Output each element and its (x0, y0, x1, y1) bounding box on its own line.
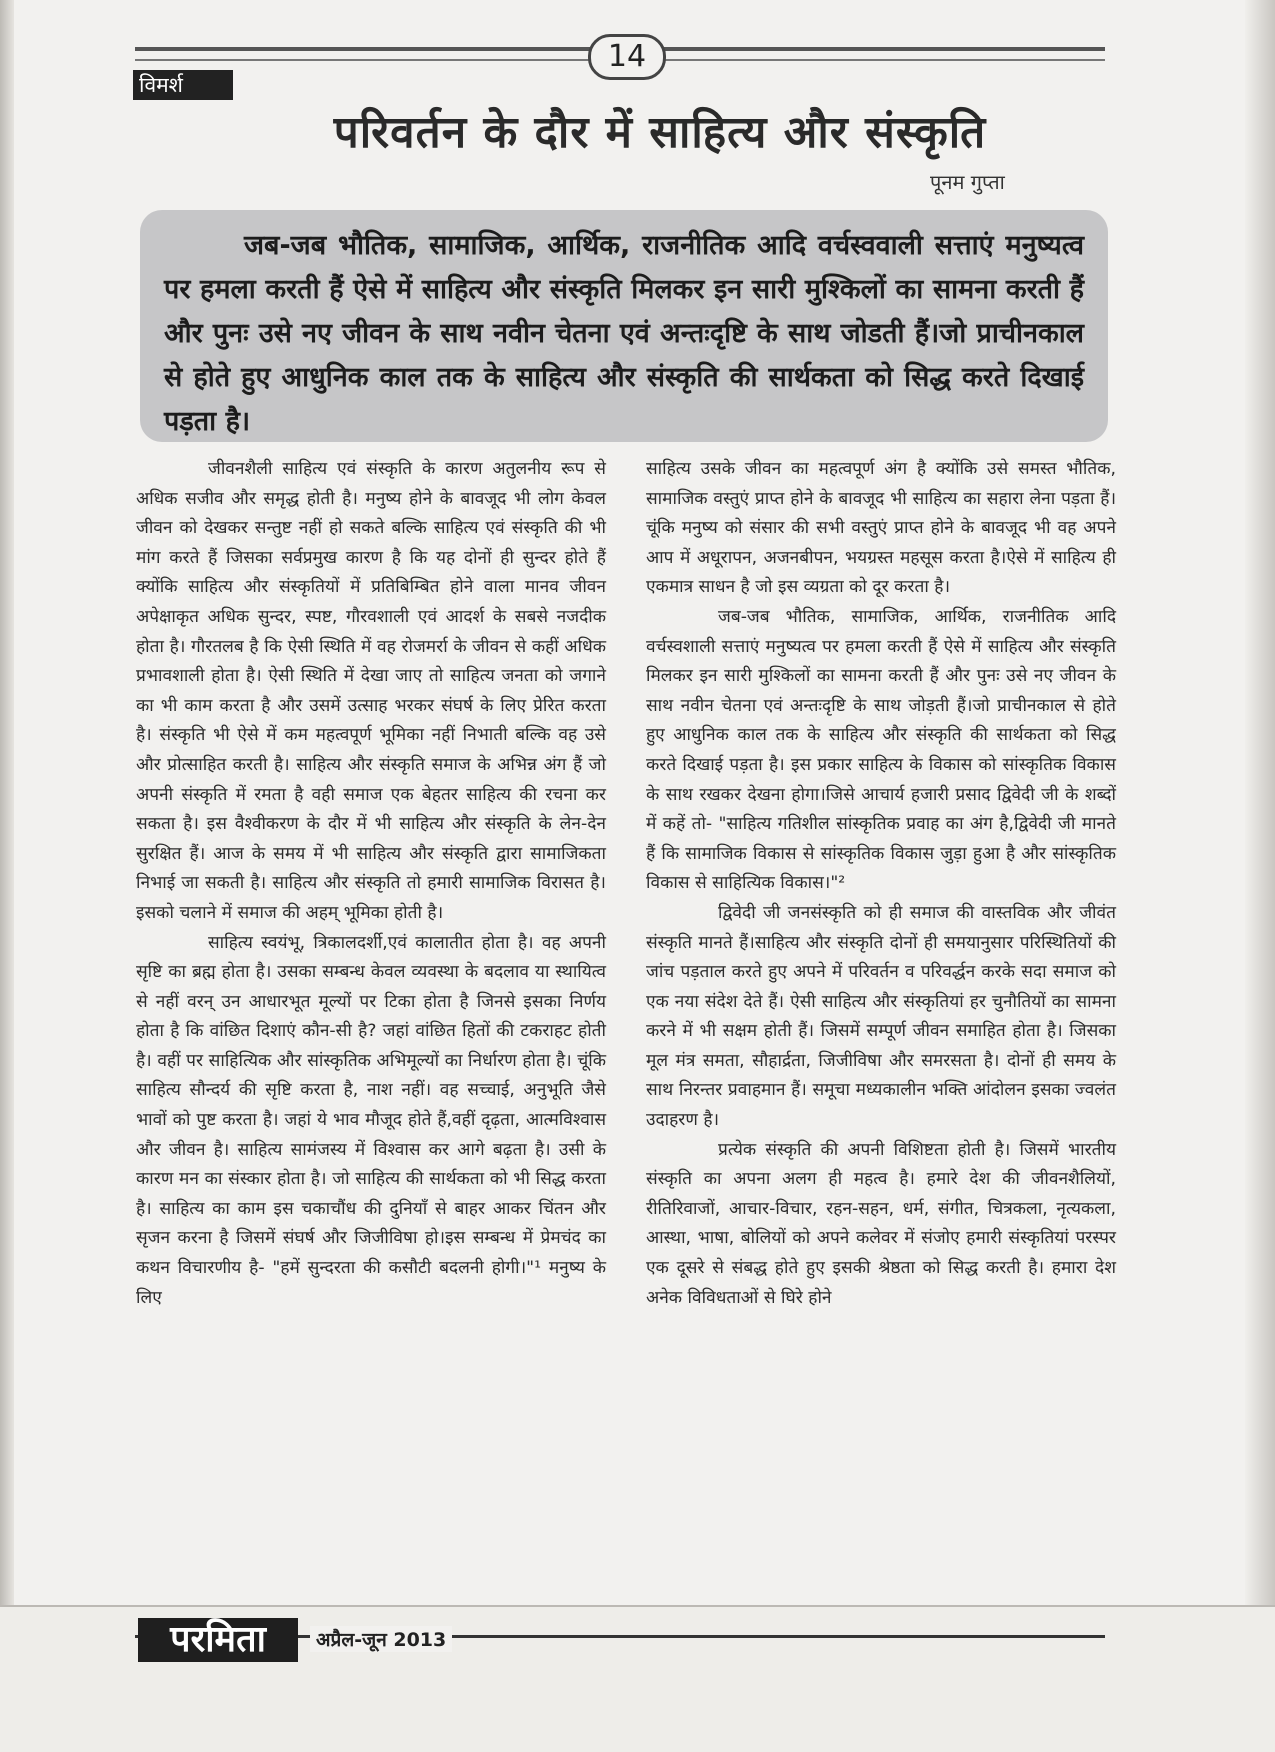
abstract-text: जब-जब भौतिक, सामाजिक, आर्थिक, राजनीतिक आदि वर्चस्ववाली सत्ताएं मनुष्यत्व पर हमला करती हैं ऐसे में साहित्य और संस्कृति मिलकर इन सारी मुश्किलों का सामना करती हैं और पुनः उसे नए जीवन के साथ नवीन चेतना एवं अन्तःदृष्टि के साथ जोडती हैं।जो प्राचीनकाल से होते हुए आधुनिक काल तक के साहित्य और संस्कृति की सार्थकता को सिद्ध करते दिखाई पड़ता है। (164, 230, 1084, 437)
paragraph: साहित्य उसके जीवन का महत्वपूर्ण अंग है क्योंकि उसे समस्त भौतिक, सामाजिक वस्तुएं प्राप्त होने के बावजूद भी साहित्य का सहारा लेना पड़ता हैं। चूंकि मनुष्य को संसार की सभी वस्तुएं प्राप्त होने के बावजूद भी वह अपने आप में अधूरापन, अजनबीपन, भयग्रस्त महसूस करता है।ऐसे में साहित्य ही एकमात्र साधन है जो इस व्यग्रता को दूर करता है। (646, 459, 1116, 598)
article-author: पूनम गुप्ता (930, 170, 1005, 194)
page-edge-shadow (1245, 0, 1275, 1750)
section-tag: विमर्श (133, 70, 233, 100)
page-binding-shadow (0, 0, 14, 1750)
article-title: परिवर्तन के दौर में साहित्य और संस्कृति (333, 107, 987, 158)
paragraph: जीवनशैली साहित्य एवं संस्कृति के कारण अतुलनीय रूप से अधिक सजीव और समृद्ध होती है। मनुष्य होने के बावजूद भी लोग केवल जीवन को देखकर सन्तुष्ट नहीं हो सकते बल्कि साहित्य एवं संस्कृति की भी मांग करते हैं जिसका सर्वप्रमुख कारण है कि यह दोनों ही सुन्दर होते हैं क्योंकि साहित्य और संस्कृतियों में प्रतिबिम्बित होने वाला मानव जीवन अपेक्षाकृत अधिक सुन्दर, स्पष्ट, गौरवशाली एवं आदर्श के सबसे नजदीक होता है। गौरतलब है कि ऐसी स्थिति में वह रोजमर्रा के जीवन से कहीं अधिक प्रभावशाली होता है। ऐसी स्थिति में देखा जाए तो साहित्य जनता को जगाने का भी काम करता है और उसमें उत्साह भरकर संघर्ष के लिए प्रेरित करता है। संस्कृति भी ऐसे में कम महत्वपूर्ण भूमिका नहीं निभाती बल्कि वह उसे और प्रोत्साहित करती है। साहित्य और संस्कृति समाज के अभिन्न अंग हैं जो अपनी संस्कृति में रमता है वही समाज एक बेहतर साहित्य की रचना कर सकता है। इस वैश्वीकरण के दौर में भी साहित्य और संस्कृति के लेन-देन सुरक्षित हैं। आज के समय में भी साहित्य और संस्कृति द्वारा सामाजिकता निभाई जा सकती है। साहित्य और संस्कृति तो हमारी सामाजिक विरासत है। इसको चलाने में समाज की अहम् भूमिका होती है। (136, 459, 606, 923)
abstract-box (140, 210, 1108, 442)
paragraph: प्रत्येक संस्कृति की अपनी विशिष्टता होती है। जिसमें भारतीय संस्कृति का अपना अलग ही महत्व है। हमारे देश की जीवनशैलियों, रीतिरिवाजों, आचार-विचार, रहन-सहन, धर्म, संगीत, चित्रकला, नृत्यकला, आस्था, भाषा, बोलियों को अपने कलेवर में संजोए हमारी संस्कृतियां परस्पर एक दूसरे से संबद्ध होते हुए इसकी श्रेष्ठता को सिद्ध करती है। हमारा देश अनेक विविधताओं से घिरे होने (646, 1139, 1116, 1308)
paragraph: जब-जब भौतिक, सामाजिक, आर्थिक, राजनीतिक आदि वर्चस्वशाली सत्ताएं मनुष्यत्व पर हमला करती हैं ऐसे में साहित्य और संस्कृति मिलकर इन सारी मुश्किलों का सामना करती हैं और पुनः उसे नए जीवन के साथ नवीन चेतना एवं अन्तःदृष्टि के साथ जोड़ती हैं।जो प्राचीनकाल से होते हुए आधुनिक काल तक के साहित्य और संस्कृति की सार्थकता को सिद्ध करते दिखाई पड़ता है। इस प्रकार साहित्य के विकास को सांस्कृतिक विकास के साथ रखकर देखना होगा।जिसे आचार्य हजारी प्रसाद द्विवेदी जी के शब्दों में कहें तो- "साहित्य गतिशील सांस्कृतिक प्रवाह का अंग है,द्विवेदी जी मानते हैं कि सामाजिक विकास से सांस्कृतिक विकास जुड़ा हुआ है और सांस्कृतिक विकास से साहित्यिक विकास।"² (646, 606, 1116, 894)
issue-date: अप्रैल-जून 2013 (310, 1626, 452, 1652)
right-column (646, 455, 1116, 1313)
paragraph: द्विवेदी जी जनसंस्कृति को ही समाज की वास्तविक और जीवंत संस्कृति मानते हैं।साहित्य और संस्कृति दोनों ही समयानुसार परिस्थितियों की जांच पड़ताल करते हुए अपने में परिवर्तन व परिवर्द्धन करके सदा समाज को एक नया संदेश देते हैं। ऐसी साहित्य और संस्कृतियां हर चुनौतियों का सामना करने में भी सक्षम होती हैं। जिसमें सम्पूर्ण जीवन समाहित होता है। जिसका मूल मंत्र समता, सौहार्द्रता, जिजीविषा और समरसता है। दोनों ही समय के साथ निरन्तर प्रवाहमान हैं। समूचा मध्यकालीन भक्ति आंदोलन इसका ज्वलंत उदाहरण है। (646, 902, 1116, 1131)
left-column (136, 455, 606, 1313)
page-number: 14 (588, 34, 666, 80)
magazine-logo: परमिता (138, 1618, 298, 1662)
paragraph: साहित्य स्वयंभू, त्रिकालदर्शी,एवं कालातीत होता है। वह अपनी सृष्टि का ब्रह्म होता है। उसका सम्बन्ध केवल व्यवस्था के बदलाव या स्थायित्व से नहीं वरन् उन आधारभूत मूल्यों पर टिका होता है जिनसे इसका निर्णय होता है कि वांछित दिशाएं कौन-सी है? जहां वांछित हितों की टकराहट होती है। वहीं पर साहित्यिक और सांस्कृतिक अभिमूल्यों का निर्धारण होता है। चूंकि साहित्य सौन्दर्य की सृष्टि करता है, नाश नहीं। वह सच्चाई, अनुभूति जैसे भावों को पुष्ट करता है। जहां ये भाव मौजूद होते हैं,वहीं दृढ़ता, आत्मविश्वास और जीवन है। साहित्य सामंजस्य में विश्वास कर आगे बढ़ता है। उसी के कारण मन का संस्कार होता है। जो साहित्य की सार्थकता को भी सिद्ध करता है। साहित्य का काम इस चकाचौंध की दुनियाँ से बाहर आकर चिंतन और सृजन करना है जिसमें संघर्ष और जिजीविषा हो।इस सम्बन्ध में प्रेमचंद का कथन विचारणीय है- "हमें सुन्दरता की कसौटी बदलनी होगी।"¹ मनुष्य के लिए (136, 932, 606, 1308)
